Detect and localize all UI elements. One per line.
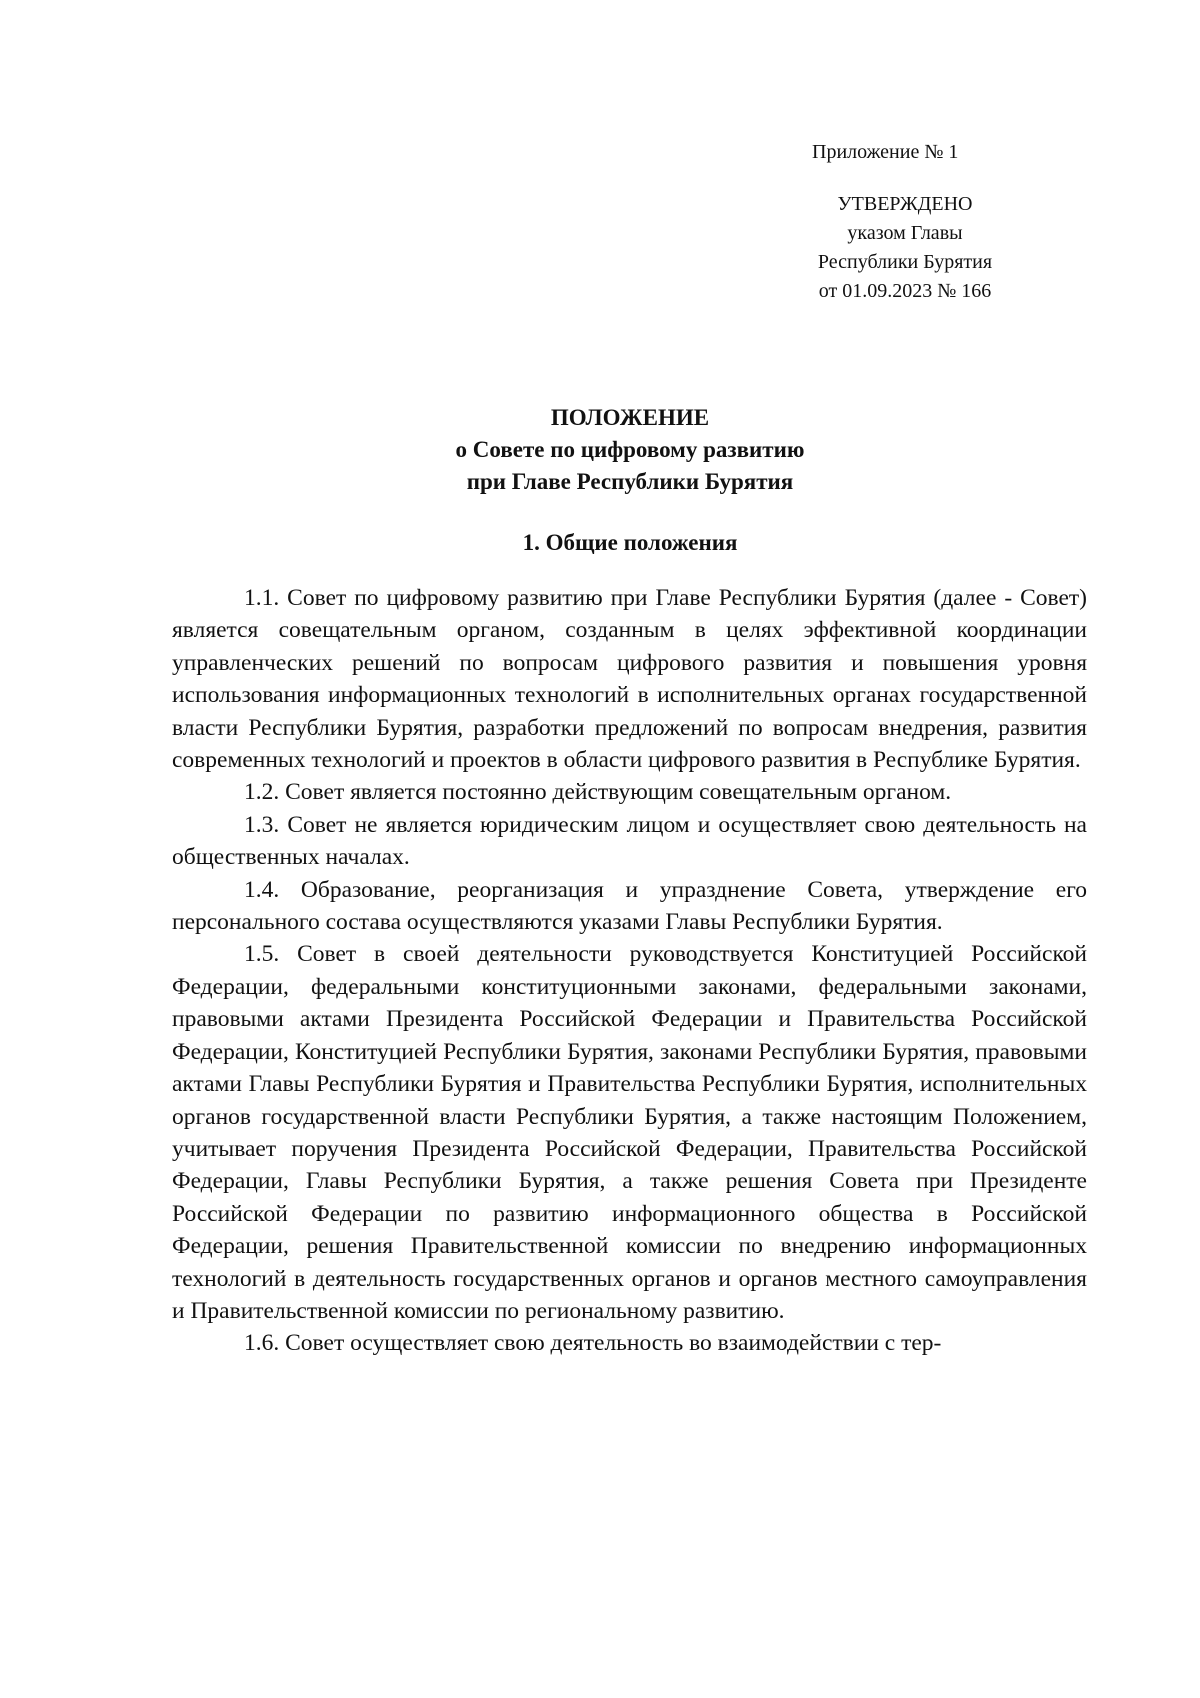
section-heading: 1. Общие положения	[522, 530, 738, 555]
approval-approved: УТВЕРЖДЕНО	[837, 193, 973, 215]
approval-date-number: от 01.09.2023 № 166	[818, 280, 992, 302]
paragraph-1-6: 1.6. Совет осуществляет свою деятельность во взаимодействии с тер-	[244, 1330, 942, 1357]
document-title	[170, 402, 1090, 498]
paragraph-1-3: 1.3. Совет не является юридическим лицом и осуществляет свою деятельность на общественных началах.	[172, 811, 1087, 871]
section-body	[172, 582, 1087, 1360]
paragraph-1-1: 1.1. Совет по цифровому развитию при Главе Республики Бурятия (далее - Совет) является совещательным органом, созданным в целях эффективной координации управленческих решений по вопросам цифрового развития и повышения уровня использования информационных технологий в исполнительных органах государственной власти Республики Бурятия, разработки предложений по вопросам внедрения, развития современных технологий и проектов в области цифрового развития в Республике Бурятия.	[172, 585, 1087, 774]
approval-by: указом Главы	[847, 222, 963, 244]
title-main: ПОЛОЖЕНИЕ	[550, 405, 710, 430]
paragraph-1-4: 1.4. Образование, реорганизация и упразднение Совета, утверждение его персонального состава осуществляются указами Главы Республики Бурятия.	[172, 876, 1087, 936]
approval-republic: Республики Бурятия	[817, 251, 993, 273]
paragraph-1-2: 1.2. Совет является постоянно действующим совещательным органом.	[244, 779, 952, 806]
paragraph-1-5: 1.5. Совет в своей деятельности руководствуется Конституцией Российской Федерации, федеральными конституционными законами, федеральными законами, правовыми актами Президента Российской Федерации и Правительства Российской Федерации, Конституцией Республики Бурятия, законами Республики Бурятия, правовыми актами Главы Республики Бурятия и Правительства Республики Бурятия, исполнительных органов государственной власти Республики Бурятия, а также настоящим Положением, учитывает поручения Президента Российской Федерации, Правительства Российской Федерации, Главы Республики Бурятия, а также решения Совета при Президенте Российской Федерации по развитию информационного общества в Российской Федерации, решения Правительственной комиссии по внедрению информационных технологий в деятельность государственных органов и органов местного самоуправления и Правительственной комиссии по региональному развитию.	[172, 941, 1087, 1324]
title-line-3: при Главе Республики Бурятия	[466, 469, 794, 494]
title-line-2: о Совете по цифровому развитию	[455, 437, 805, 462]
annex-label: Приложение № 1	[812, 141, 959, 163]
approval-stamp-block	[770, 190, 1040, 306]
